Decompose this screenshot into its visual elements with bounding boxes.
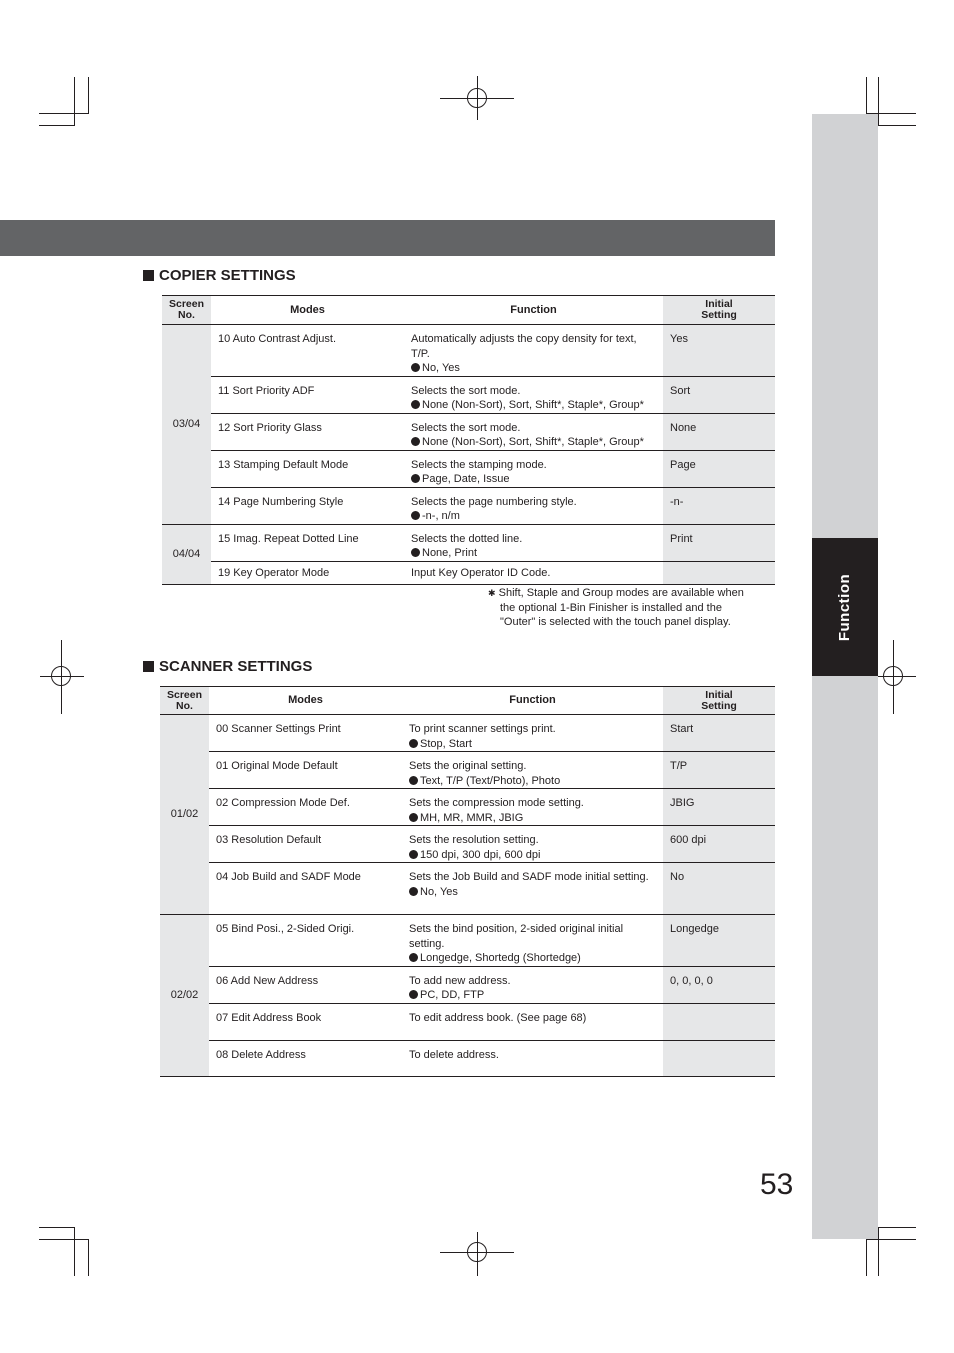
bullet-icon bbox=[409, 850, 418, 859]
function-cell: Sets the Job Build and SADF mode initial setting. No, Yes bbox=[402, 863, 663, 915]
bullet-icon bbox=[409, 813, 418, 822]
table-row bbox=[160, 715, 775, 752]
mode-cell: 15 Imag. Repeat Dotted Line bbox=[211, 524, 404, 561]
function-header: Function bbox=[404, 296, 663, 325]
bullet-icon bbox=[409, 776, 418, 785]
table-row bbox=[162, 325, 775, 377]
initial-cell: None bbox=[663, 413, 775, 450]
table-row bbox=[162, 524, 775, 561]
finisher-note: ✱ Shift, Staple and Group modes are available when the optional 1-Bin Finisher is installed and the "Outer" is selected with the touch panel display. bbox=[488, 587, 744, 628]
initial-cell: Page bbox=[663, 450, 775, 487]
side-tab-function[interactable] bbox=[812, 538, 878, 676]
mode-cell: 05 Bind Posi., 2-Sided Origi. bbox=[209, 915, 402, 967]
function-cell: Input Key Operator ID Code. bbox=[404, 561, 663, 584]
table-row bbox=[162, 413, 775, 450]
mode-cell: 06 Add New Address bbox=[209, 966, 402, 1003]
table-row bbox=[160, 966, 775, 1003]
scanner-settings-table bbox=[160, 686, 775, 1077]
function-cell: Sets the compression mode setting. MH, MR, MMR, JBIG bbox=[402, 789, 663, 826]
mode-cell: 10 Auto Contrast Adjust. bbox=[211, 325, 404, 377]
asterisk-icon: ✱ bbox=[488, 588, 496, 598]
square-bullet-icon bbox=[143, 661, 154, 672]
mode-cell: 03 Resolution Default bbox=[209, 826, 402, 863]
table-row bbox=[162, 450, 775, 487]
table-row bbox=[160, 1003, 775, 1040]
function-cell: Selects the page numbering style. -n-, n/m bbox=[404, 487, 663, 524]
function-cell: Sets the bind position, 2-sided original initial setting. Longedge, Shortedg (Shortedge) bbox=[402, 915, 663, 967]
function-cell: To print scanner settings print. Stop, Start bbox=[402, 715, 663, 752]
function-cell: To edit address book. (See page 68) bbox=[402, 1003, 663, 1040]
initial-cell: Yes bbox=[663, 325, 775, 377]
table-row bbox=[160, 826, 775, 863]
side-tab-label: Function bbox=[836, 573, 854, 641]
mode-cell: 11 Sort Priority ADF bbox=[211, 376, 404, 413]
page-number: 53 bbox=[760, 1168, 794, 1201]
table-row bbox=[160, 1040, 775, 1076]
scanner-settings-title: SCANNER SETTINGS bbox=[159, 658, 313, 675]
initial-cell bbox=[663, 561, 775, 584]
function-cell: Selects the stamping mode. Page, Date, Issue bbox=[404, 450, 663, 487]
initial-cell: -n- bbox=[663, 487, 775, 524]
mode-cell: 07 Edit Address Book bbox=[209, 1003, 402, 1040]
initial-setting-header: Initial Setting bbox=[663, 296, 775, 325]
mode-cell: 01 Original Mode Default bbox=[209, 752, 402, 789]
mode-cell: 04 Job Build and SADF Mode bbox=[209, 863, 402, 915]
side-tab-background bbox=[812, 114, 878, 1239]
mode-cell: 02 Compression Mode Def. bbox=[209, 789, 402, 826]
table-row bbox=[160, 863, 775, 915]
function-cell: Selects the sort mode. None (Non-Sort), Sort, Shift*, Staple*, Group* bbox=[404, 376, 663, 413]
function-cell: Automatically adjusts the copy density for text, T/P. No, Yes bbox=[404, 325, 663, 377]
initial-cell: No bbox=[663, 863, 775, 915]
table-row bbox=[162, 561, 775, 584]
initial-cell bbox=[663, 1003, 775, 1040]
bullet-icon bbox=[409, 953, 418, 962]
table-header-row bbox=[162, 296, 775, 325]
initial-setting-header: Initial Setting bbox=[663, 687, 775, 715]
function-cell: To add new address. PC, DD, FTP bbox=[402, 966, 663, 1003]
initial-cell bbox=[663, 1040, 775, 1076]
table-row bbox=[160, 789, 775, 826]
bullet-icon bbox=[409, 739, 418, 748]
initial-cell: Print bbox=[663, 524, 775, 561]
mode-cell: 08 Delete Address bbox=[209, 1040, 402, 1076]
screen-no-cell: 02/02 bbox=[160, 915, 209, 1077]
header-bar bbox=[0, 220, 775, 256]
bullet-icon bbox=[411, 511, 420, 520]
screen-no-cell: 03/04 bbox=[162, 325, 211, 525]
square-bullet-icon bbox=[143, 270, 154, 281]
table-row bbox=[162, 487, 775, 524]
copier-settings-table bbox=[162, 295, 775, 585]
scanner-settings-heading bbox=[143, 658, 312, 675]
initial-cell: JBIG bbox=[663, 789, 775, 826]
bullet-icon bbox=[409, 887, 418, 896]
mode-cell: 14 Page Numbering Style bbox=[211, 487, 404, 524]
function-cell: Selects the sort mode. None (Non-Sort), Sort, Shift*, Staple*, Group* bbox=[404, 413, 663, 450]
bullet-icon bbox=[411, 437, 420, 446]
initial-cell: Longedge bbox=[663, 915, 775, 967]
screen-no-cell: 04/04 bbox=[162, 524, 211, 584]
initial-cell: Sort bbox=[663, 376, 775, 413]
table-header-row bbox=[160, 687, 775, 715]
initial-cell: 600 dpi bbox=[663, 826, 775, 863]
function-header: Function bbox=[402, 687, 663, 715]
screen-no-header: Screen No. bbox=[162, 296, 211, 325]
function-cell: Sets the original setting. Text, T/P (Text/Photo), Photo bbox=[402, 752, 663, 789]
screen-no-cell: 01/02 bbox=[160, 715, 209, 915]
function-cell: Selects the dotted line. None, Print bbox=[404, 524, 663, 561]
mode-cell: 19 Key Operator Mode bbox=[211, 561, 404, 584]
bullet-icon bbox=[411, 400, 420, 409]
mode-cell: 12 Sort Priority Glass bbox=[211, 413, 404, 450]
bullet-icon bbox=[411, 548, 420, 557]
table-row bbox=[162, 376, 775, 413]
mode-cell: 13 Stamping Default Mode bbox=[211, 450, 404, 487]
table-row bbox=[160, 915, 775, 967]
modes-header: Modes bbox=[209, 687, 402, 715]
initial-cell: 0, 0, 0, 0 bbox=[663, 966, 775, 1003]
function-cell: To delete address. bbox=[402, 1040, 663, 1076]
bullet-icon bbox=[409, 990, 418, 999]
copier-settings-title: COPIER SETTINGS bbox=[159, 267, 296, 284]
bullet-icon bbox=[411, 363, 420, 372]
bullet-icon bbox=[411, 474, 420, 483]
initial-cell: T/P bbox=[663, 752, 775, 789]
screen-no-header: Screen No. bbox=[160, 687, 209, 715]
copier-settings-heading bbox=[143, 267, 296, 284]
function-cell: Sets the resolution setting. 150 dpi, 300 dpi, 600 dpi bbox=[402, 826, 663, 863]
initial-cell: Start bbox=[663, 715, 775, 752]
modes-header: Modes bbox=[211, 296, 404, 325]
table-row bbox=[160, 752, 775, 789]
mode-cell: 00 Scanner Settings Print bbox=[209, 715, 402, 752]
